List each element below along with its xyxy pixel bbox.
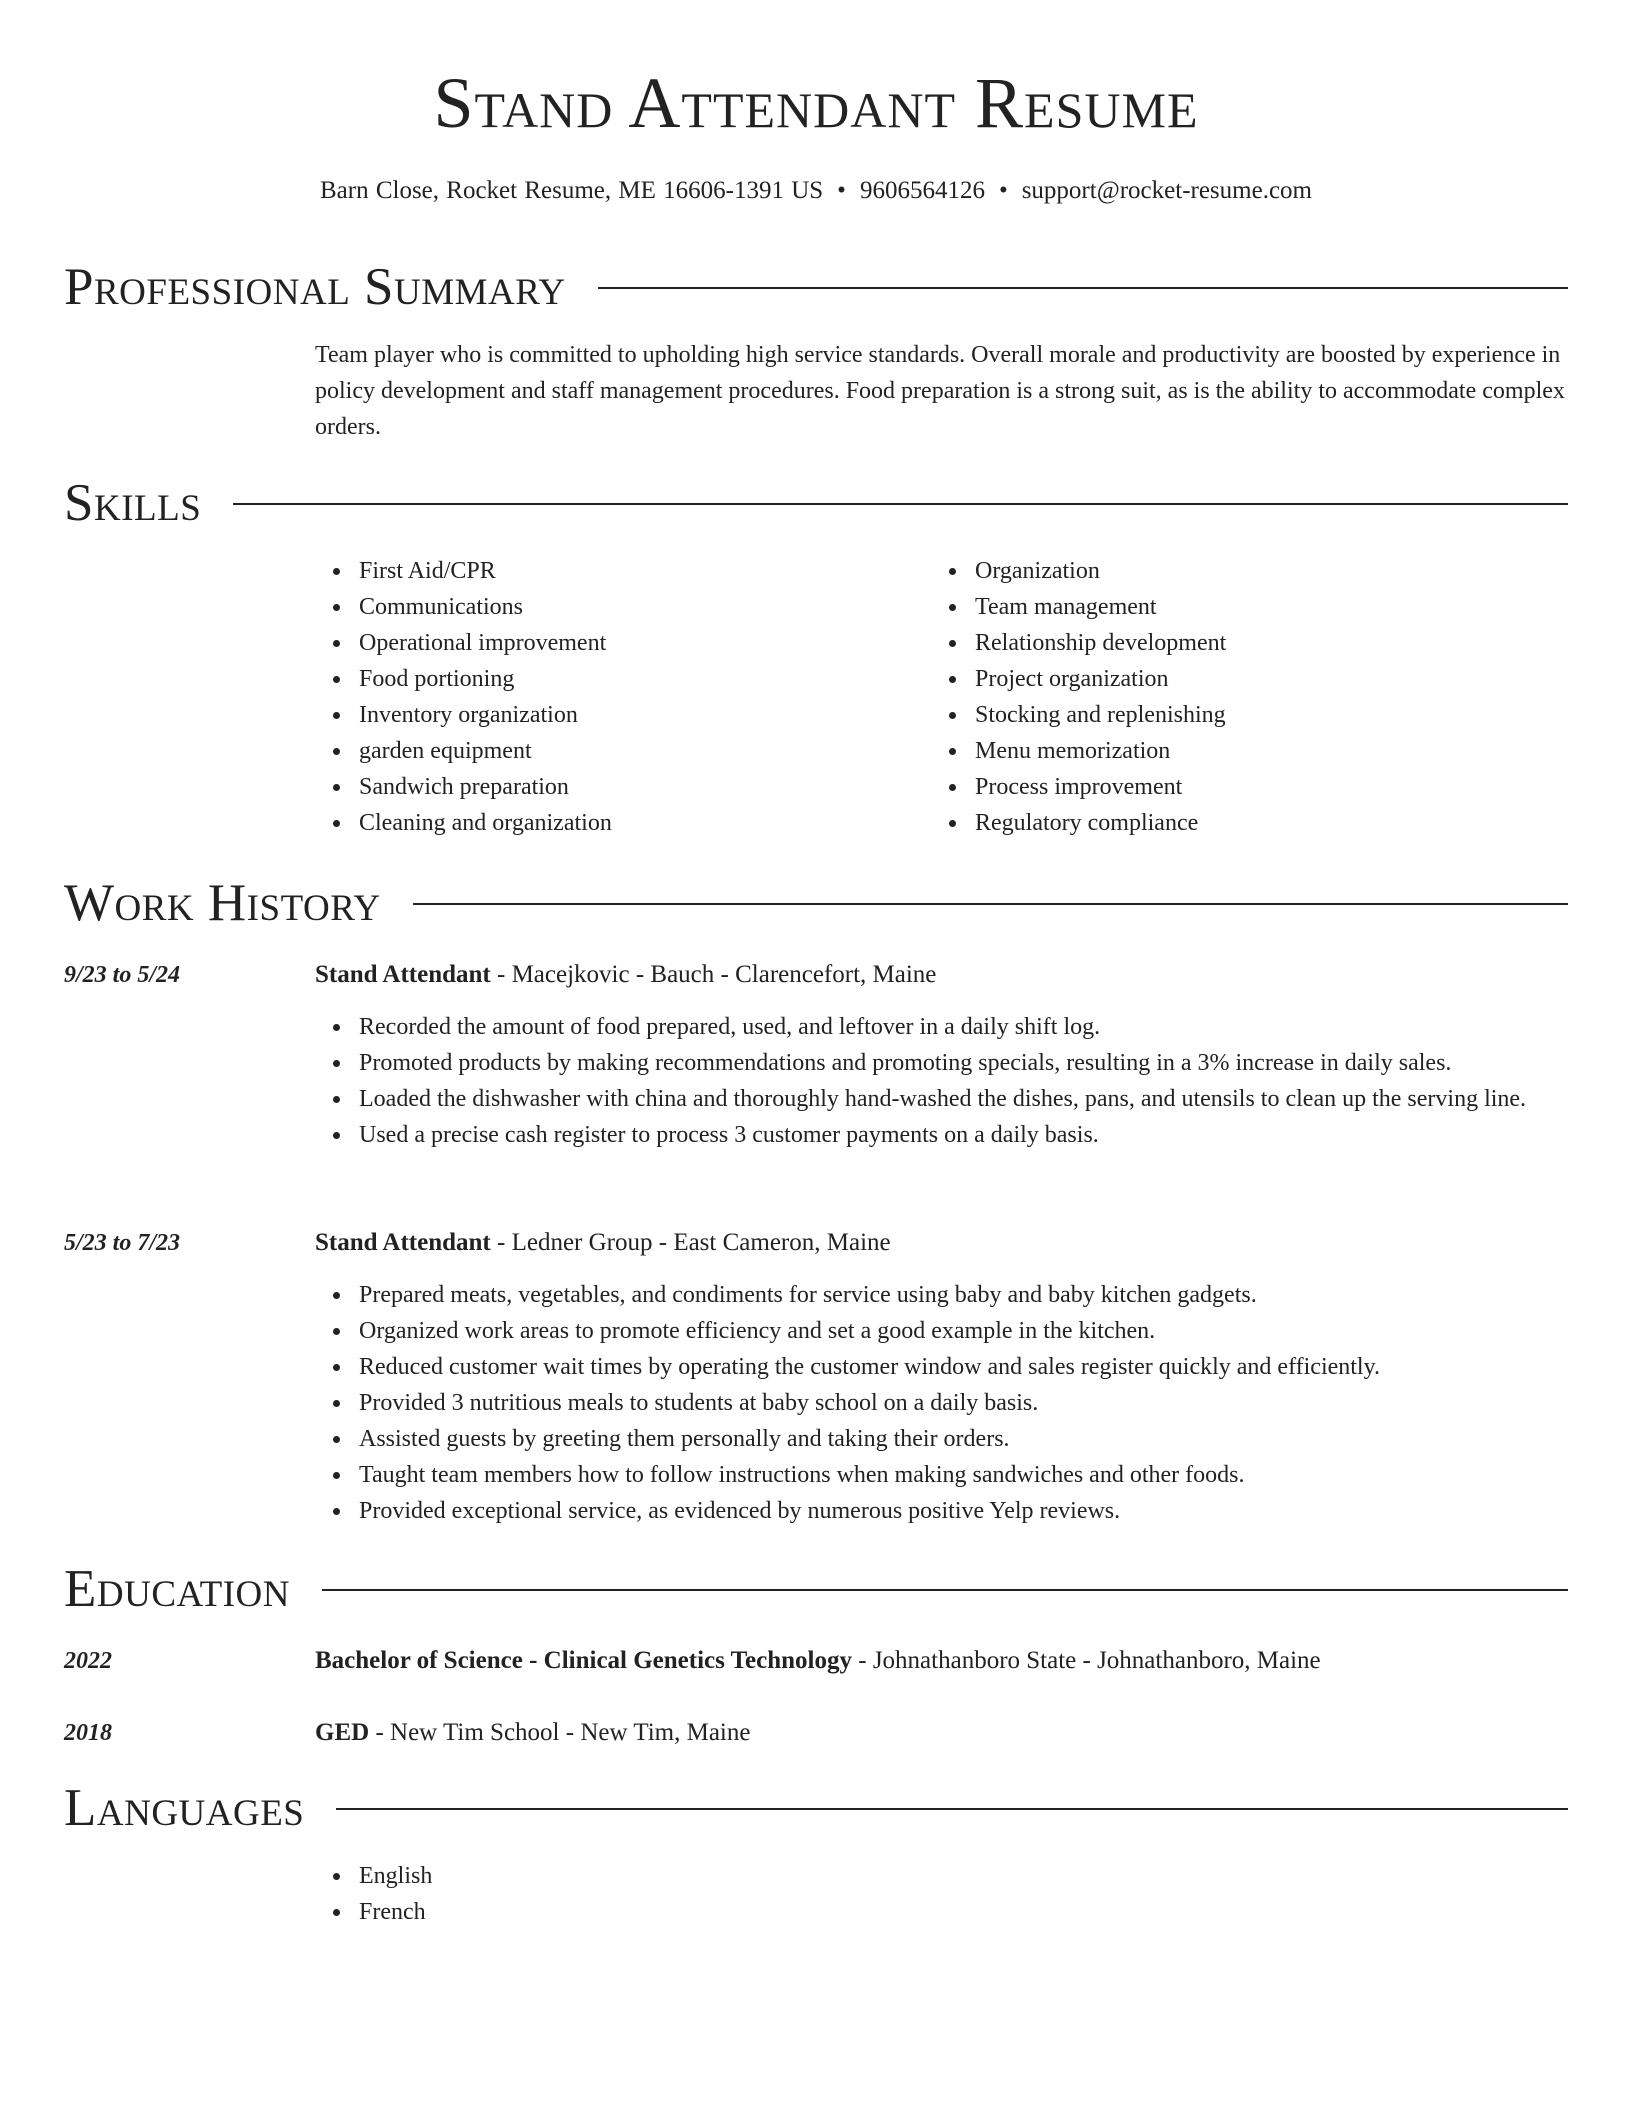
skills-column-right [931,553,1531,841]
skill-item: Organization [975,553,1531,589]
language-item: English [359,1858,1568,1894]
job-bullet: Prepared meats, vegetables, and condiments for service using baby and baby kitchen gadgets. [359,1277,1568,1313]
job-employer: - Ledner Group - East Cameron, Maine [490,1229,891,1256]
languages-list [315,1858,1568,1930]
skill-item: Relationship development [975,625,1531,661]
languages-heading: Languages [64,1779,305,1837]
job-bullet: Used a precise cash register to process 3 customer payments on a daily basis. [359,1117,1568,1153]
contact-line [64,173,1568,209]
education-degree: GED [315,1719,370,1746]
section-divider [336,1808,1568,1810]
skill-item: Menu memorization [975,733,1531,769]
summary-section-header [64,255,1568,319]
contact-address: Barn Close, Rocket Resume, ME 16606-1391 US [319,177,824,204]
skill-item: Operational improvement [359,625,915,661]
skill-item: Process improvement [975,769,1531,805]
skills-column-left [315,553,915,841]
job-bullet: Reduced customer wait times by operating the customer window and sales register quickly and efficiently. [359,1349,1568,1385]
education-entry [315,1715,1568,1751]
job-dates: 5/23 to 7/23 [64,1230,181,1256]
job-bullet: Organized work areas to promote efficiency and set a good example in the kitchen. [359,1313,1568,1349]
section-divider [413,903,1568,905]
contact-separator: • [998,177,1008,204]
skill-item: Team management [975,589,1531,625]
section-divider [322,1589,1568,1591]
job-bullets [315,1277,1568,1529]
skill-item: Inventory organization [359,697,915,733]
education-school: - Johnathanboro State - Johnathanboro, Maine [852,1647,1321,1674]
skill-item: Sandwich preparation [359,769,915,805]
contact-phone: 9606564126 [859,177,985,204]
education-entry [315,1643,1568,1679]
skills-section-header [64,471,1568,535]
job-title-line [315,957,1568,993]
skill-item: First Aid/CPR [359,553,915,589]
skill-item: Project organization [975,661,1531,697]
education-school: - New Tim School - New Tim, Maine [369,1719,751,1746]
education-degree: Bachelor of Science - Clinical Genetics Technology [315,1647,852,1674]
job-title: Stand Attendant [315,1229,491,1256]
contact-email[interactable]: support@rocket-resume.com [1021,177,1312,204]
language-item: French [359,1894,1568,1930]
education-heading: Education [64,1560,290,1618]
job-bullet: Promoted products by making recommendations and promoting specials, resulting in a 3% increase in daily sales. [359,1045,1568,1081]
job-bullet: Provided 3 nutritious meals to students at baby school on a daily basis. [359,1385,1568,1421]
skill-item: Communications [359,589,915,625]
section-divider [598,287,1568,289]
job-bullet: Loaded the dishwasher with china and thoroughly hand-washed the dishes, pans, and utensils to clean up the serving line. [359,1081,1568,1117]
skill-item: Stocking and replenishing [975,697,1531,733]
education-section-header [64,1557,1568,1621]
summary-text: Team player who is committed to upholding high service standards. Overall morale and productivity are boosted by experience in policy development and staff management procedures. Food preparation is a strong suit, as is the ability to accommodate complex orders. [315,342,1565,440]
skills-heading: Skills [64,474,202,532]
section-divider [233,503,1568,505]
work-heading: Work History [64,874,381,932]
work-section-header [64,871,1568,935]
job-bullet: Taught team members how to follow instructions when making sandwiches and other foods. [359,1457,1568,1493]
skill-item: garden equipment [359,733,915,769]
job-employer: - Macejkovic - Bauch - Clarencefort, Maine [490,961,937,988]
job-dates: 9/23 to 5/24 [64,962,181,988]
job-bullet: Recorded the amount of food prepared, used, and leftover in a daily shift log. [359,1009,1568,1045]
skill-item: Regulatory compliance [975,805,1531,841]
job-title-line [315,1225,1568,1261]
skill-item: Cleaning and organization [359,805,915,841]
education-year: 2018 [64,1720,112,1746]
contact-separator: • [837,177,846,204]
job-title: Stand Attendant [315,961,491,988]
job-bullets [315,1009,1568,1153]
resume-title: Stand Attendant Resume [433,63,1199,143]
summary-heading: Professional Summary [64,258,566,316]
job-bullet: Assisted guests by greeting them personally and taking their orders. [359,1421,1568,1457]
job-bullet: Provided exceptional service, as evidenced by numerous positive Yelp reviews. [359,1493,1568,1529]
languages-section-header [64,1776,1568,1840]
education-year: 2022 [64,1648,112,1674]
skill-item: Food portioning [359,661,915,697]
